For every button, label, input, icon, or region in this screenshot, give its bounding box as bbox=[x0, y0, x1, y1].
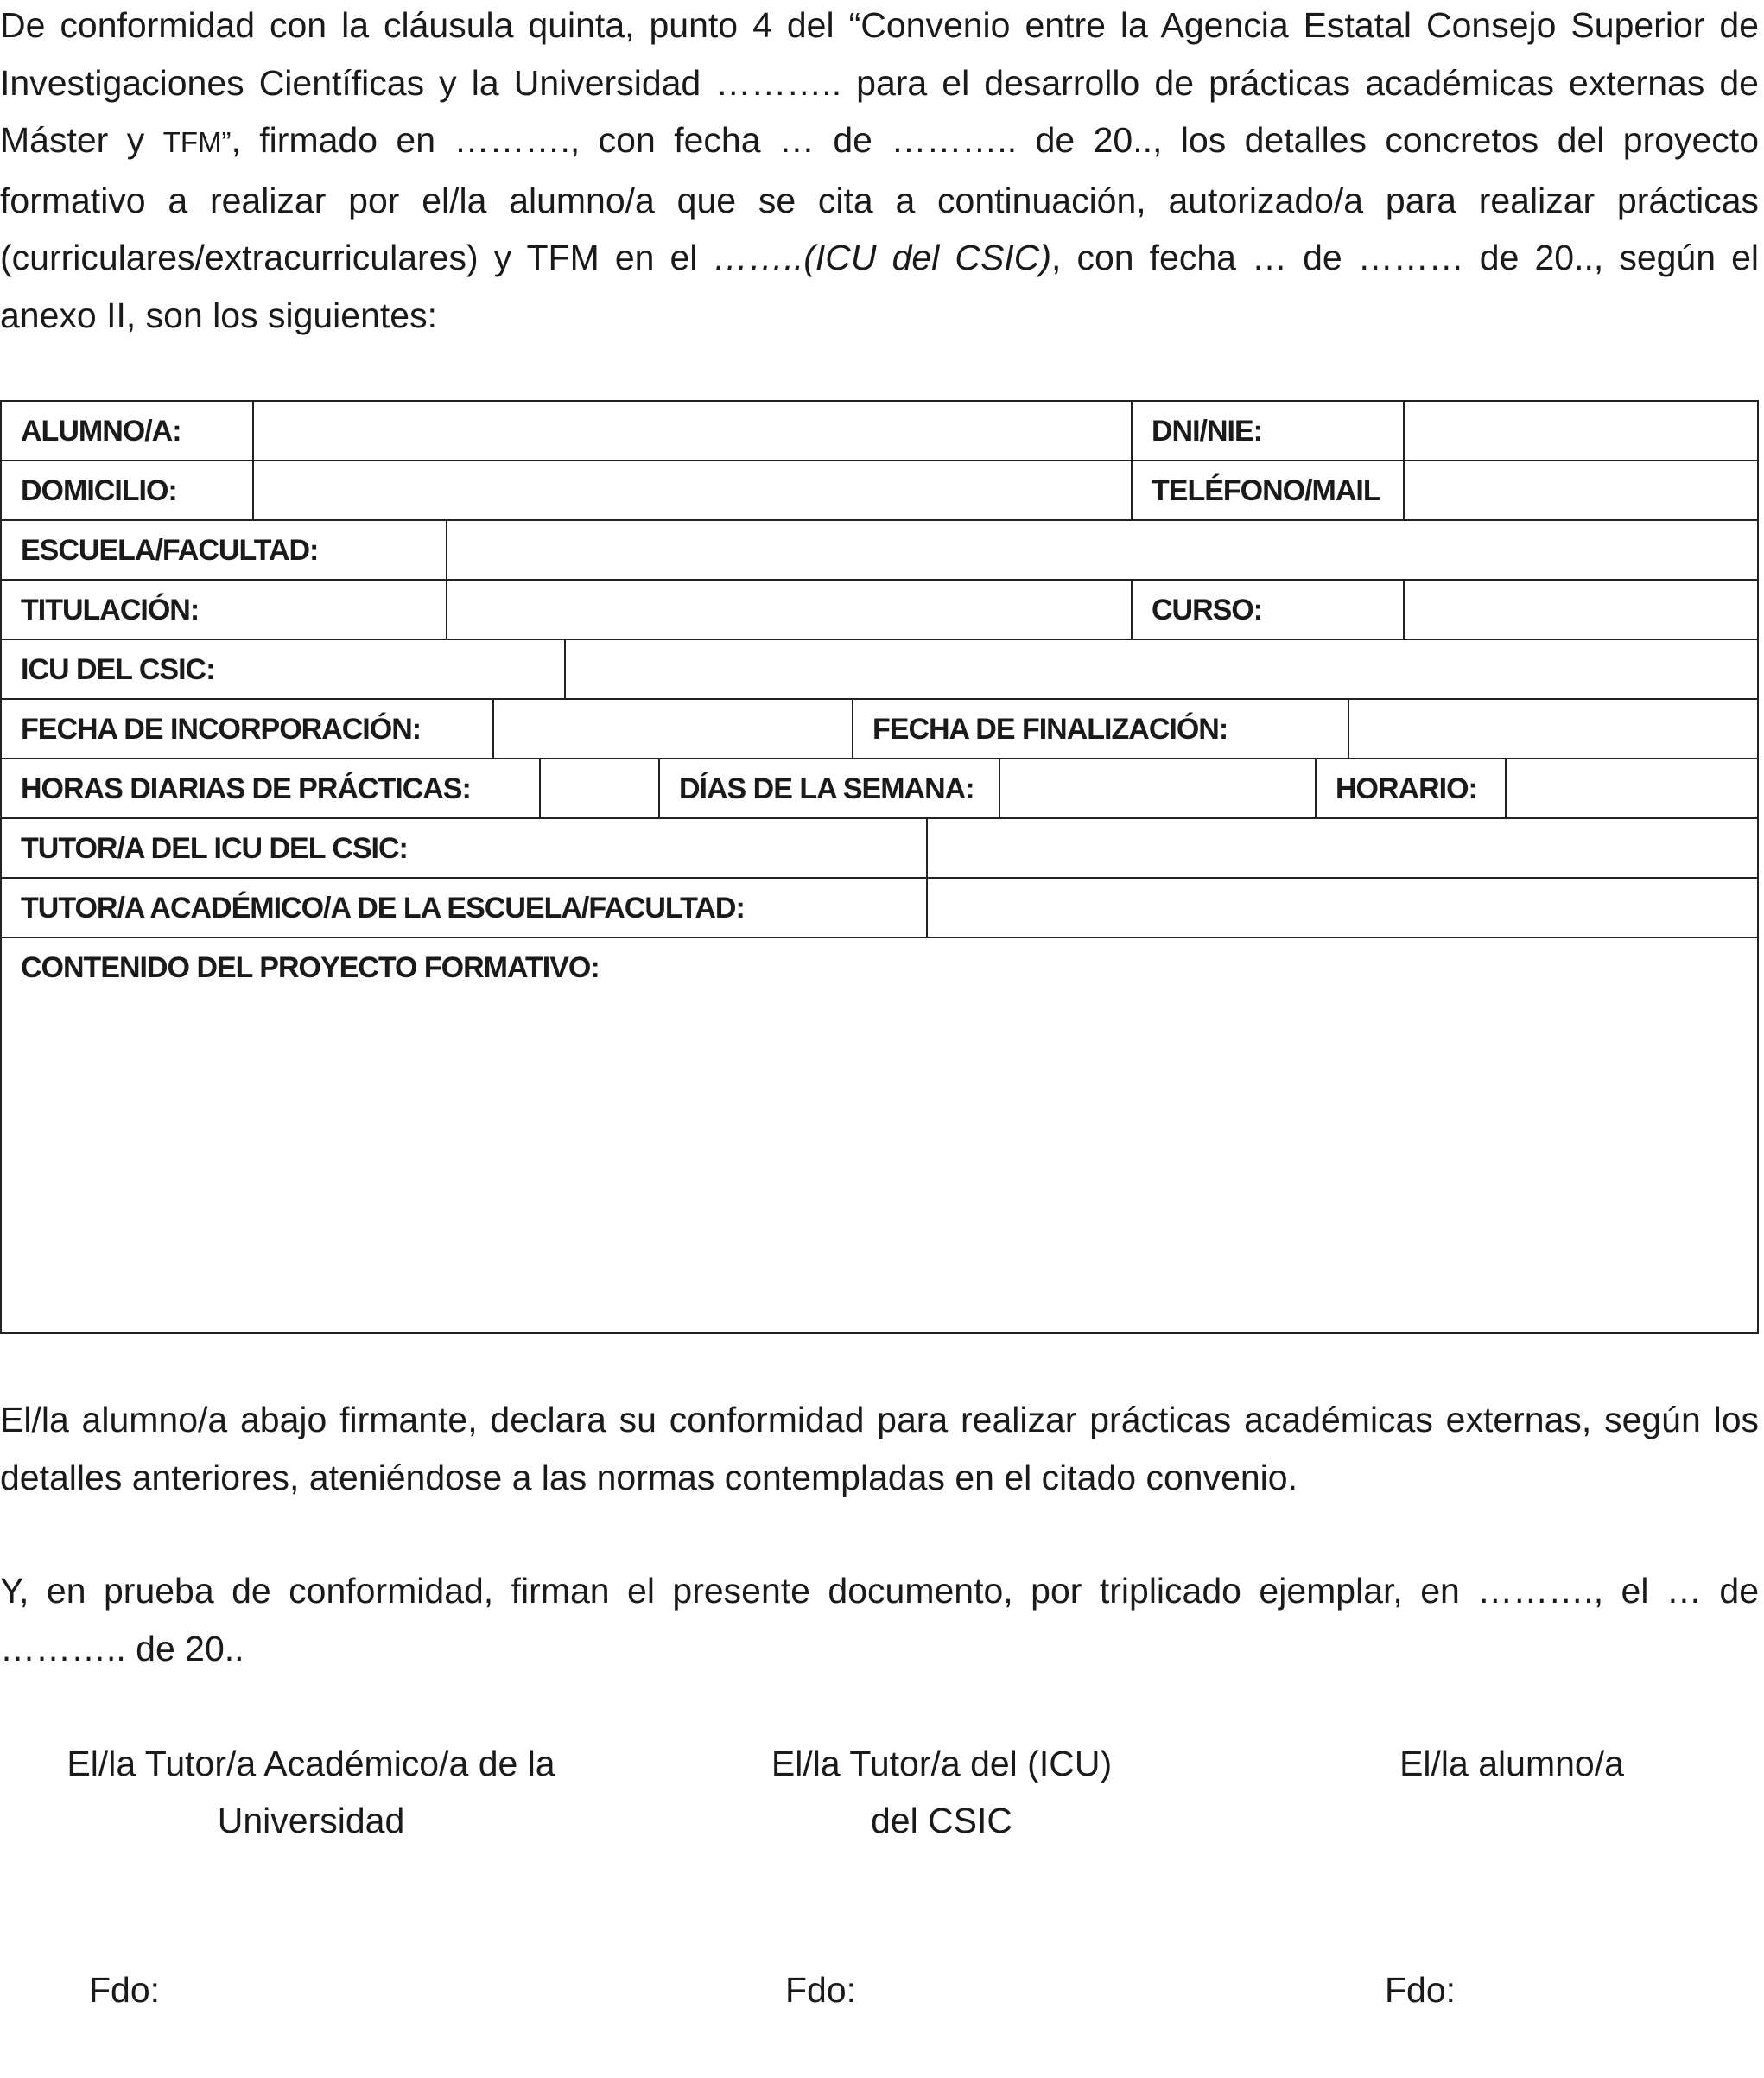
field-tutor-academico[interactable] bbox=[926, 879, 1761, 937]
intro-tfm: TFM” bbox=[162, 126, 232, 158]
row-tutor-academico bbox=[2, 879, 1757, 938]
row-tutor-icu bbox=[2, 819, 1757, 879]
field-icu[interactable] bbox=[564, 640, 1761, 698]
row-horas bbox=[2, 759, 1757, 819]
label-icu: ICU DEL CSIC: bbox=[21, 653, 215, 686]
field-horas[interactable] bbox=[539, 759, 658, 817]
label-fecha-incorporacion: FECHA DE INCORPORACIÓN: bbox=[21, 713, 422, 746]
field-titulacion[interactable] bbox=[446, 581, 1131, 639]
declaration-paragraph: El/la alumno/a abajo firmante, declara su conformidad para realizar prácticas académicas externas, según los detalles anteriores, ateniéndose a las normas contempladas en el citado convenio. bbox=[0, 1400, 1759, 1497]
intro-text-1: De conformidad con la cláusula quinta, punto 4 del “Convenio entre la Agencia Estatal Consejo Superior de Investigaciones Científicas y la Universidad ……….. para el desarrollo de prácticas académicas externas de Máster y bbox=[0, 5, 1759, 160]
signature-icu-line1: El/la Tutor/a del (ICU) bbox=[771, 1744, 1113, 1783]
field-fecha-finalizacion[interactable] bbox=[1348, 700, 1761, 758]
fdo-icu: Fdo: bbox=[785, 1970, 857, 2010]
label-horas: HORAS DIARIAS DE PRÁCTICAS: bbox=[21, 772, 471, 805]
signature-icu-tutor bbox=[734, 1735, 1149, 1849]
signature-academic-line2: Universidad bbox=[217, 1801, 405, 1840]
label-horario: HORARIO: bbox=[1315, 759, 1505, 817]
field-telefono[interactable] bbox=[1403, 461, 1761, 519]
row-alumno bbox=[2, 402, 1757, 461]
signature-student-line1: El/la alumno/a bbox=[1399, 1744, 1624, 1783]
field-curso[interactable] bbox=[1403, 581, 1761, 639]
label-tutor-academico: TUTOR/A ACADÉMICO/A DE LA ESCUELA/FACULTAD: bbox=[21, 892, 745, 925]
signature-academic-line1: El/la Tutor/a Académico/a de la bbox=[67, 1744, 555, 1783]
signature-icu-line2: del CSIC bbox=[870, 1801, 1013, 1840]
field-domicilio[interactable] bbox=[252, 461, 1131, 519]
label-contenido: CONTENIDO DEL PROYECTO FORMATIVO: bbox=[21, 951, 600, 984]
label-domicilio: DOMICILIO: bbox=[21, 474, 177, 507]
signature-academic-tutor bbox=[43, 1735, 579, 1849]
row-contenido[interactable] bbox=[2, 938, 1757, 1332]
signature-student bbox=[1330, 1735, 1693, 1792]
label-fecha-finalizacion: FECHA DE FINALIZACIÓN: bbox=[852, 700, 1348, 758]
field-fecha-incorporacion[interactable] bbox=[492, 700, 852, 758]
fdo-student: Fdo: bbox=[1385, 1970, 1456, 2010]
intro-icu-placeholder: ……..(ICU del CSIC) bbox=[713, 238, 1051, 277]
label-dias: DÍAS DE LA SEMANA: bbox=[658, 759, 999, 817]
proof-paragraph: Y, en prueba de conformidad, firman el presente documento, por triplicado ejemplar, en ………., el … de ……….. de 20.. bbox=[0, 1571, 1759, 1668]
label-tutor-icu: TUTOR/A DEL ICU DEL CSIC: bbox=[21, 832, 408, 865]
field-dias[interactable] bbox=[999, 759, 1315, 817]
fdo-academic: Fdo: bbox=[89, 1970, 161, 2010]
project-form-table bbox=[0, 400, 1759, 1334]
field-horario[interactable] bbox=[1505, 759, 1761, 817]
row-domicilio bbox=[2, 461, 1757, 521]
intro-paragraph bbox=[0, 0, 1759, 344]
field-escuela[interactable] bbox=[446, 521, 1761, 579]
intro-text-3: , con fecha … de ……… de 20.., según el anexo II, son los siguientes: bbox=[0, 238, 1760, 335]
row-fechas bbox=[2, 700, 1757, 759]
label-dni: DNI/NIE: bbox=[1131, 402, 1403, 460]
label-alumno: ALUMNO/A: bbox=[21, 415, 181, 448]
label-escuela: ESCUELA/FACULTAD: bbox=[21, 534, 319, 567]
row-escuela bbox=[2, 521, 1757, 581]
label-titulacion: TITULACIÓN: bbox=[21, 594, 200, 626]
row-icu bbox=[2, 640, 1757, 700]
row-titulacion bbox=[2, 581, 1757, 640]
field-dni[interactable] bbox=[1403, 402, 1761, 460]
field-tutor-icu[interactable] bbox=[926, 819, 1761, 877]
field-alumno[interactable] bbox=[252, 402, 1131, 460]
label-telefono: TELÉFONO/MAIL bbox=[1131, 461, 1403, 519]
intro-text-2: , firmado en ………., con fecha … de ……….. de 20.., los detalles concretos del proyecto formativo a realizar por el/la alumno/a que se cita a continuación, autorizado/a para realizar prácticas (curriculares/extracurriculares) y TFM en el bbox=[0, 120, 1759, 277]
label-curso: CURSO: bbox=[1131, 581, 1403, 639]
